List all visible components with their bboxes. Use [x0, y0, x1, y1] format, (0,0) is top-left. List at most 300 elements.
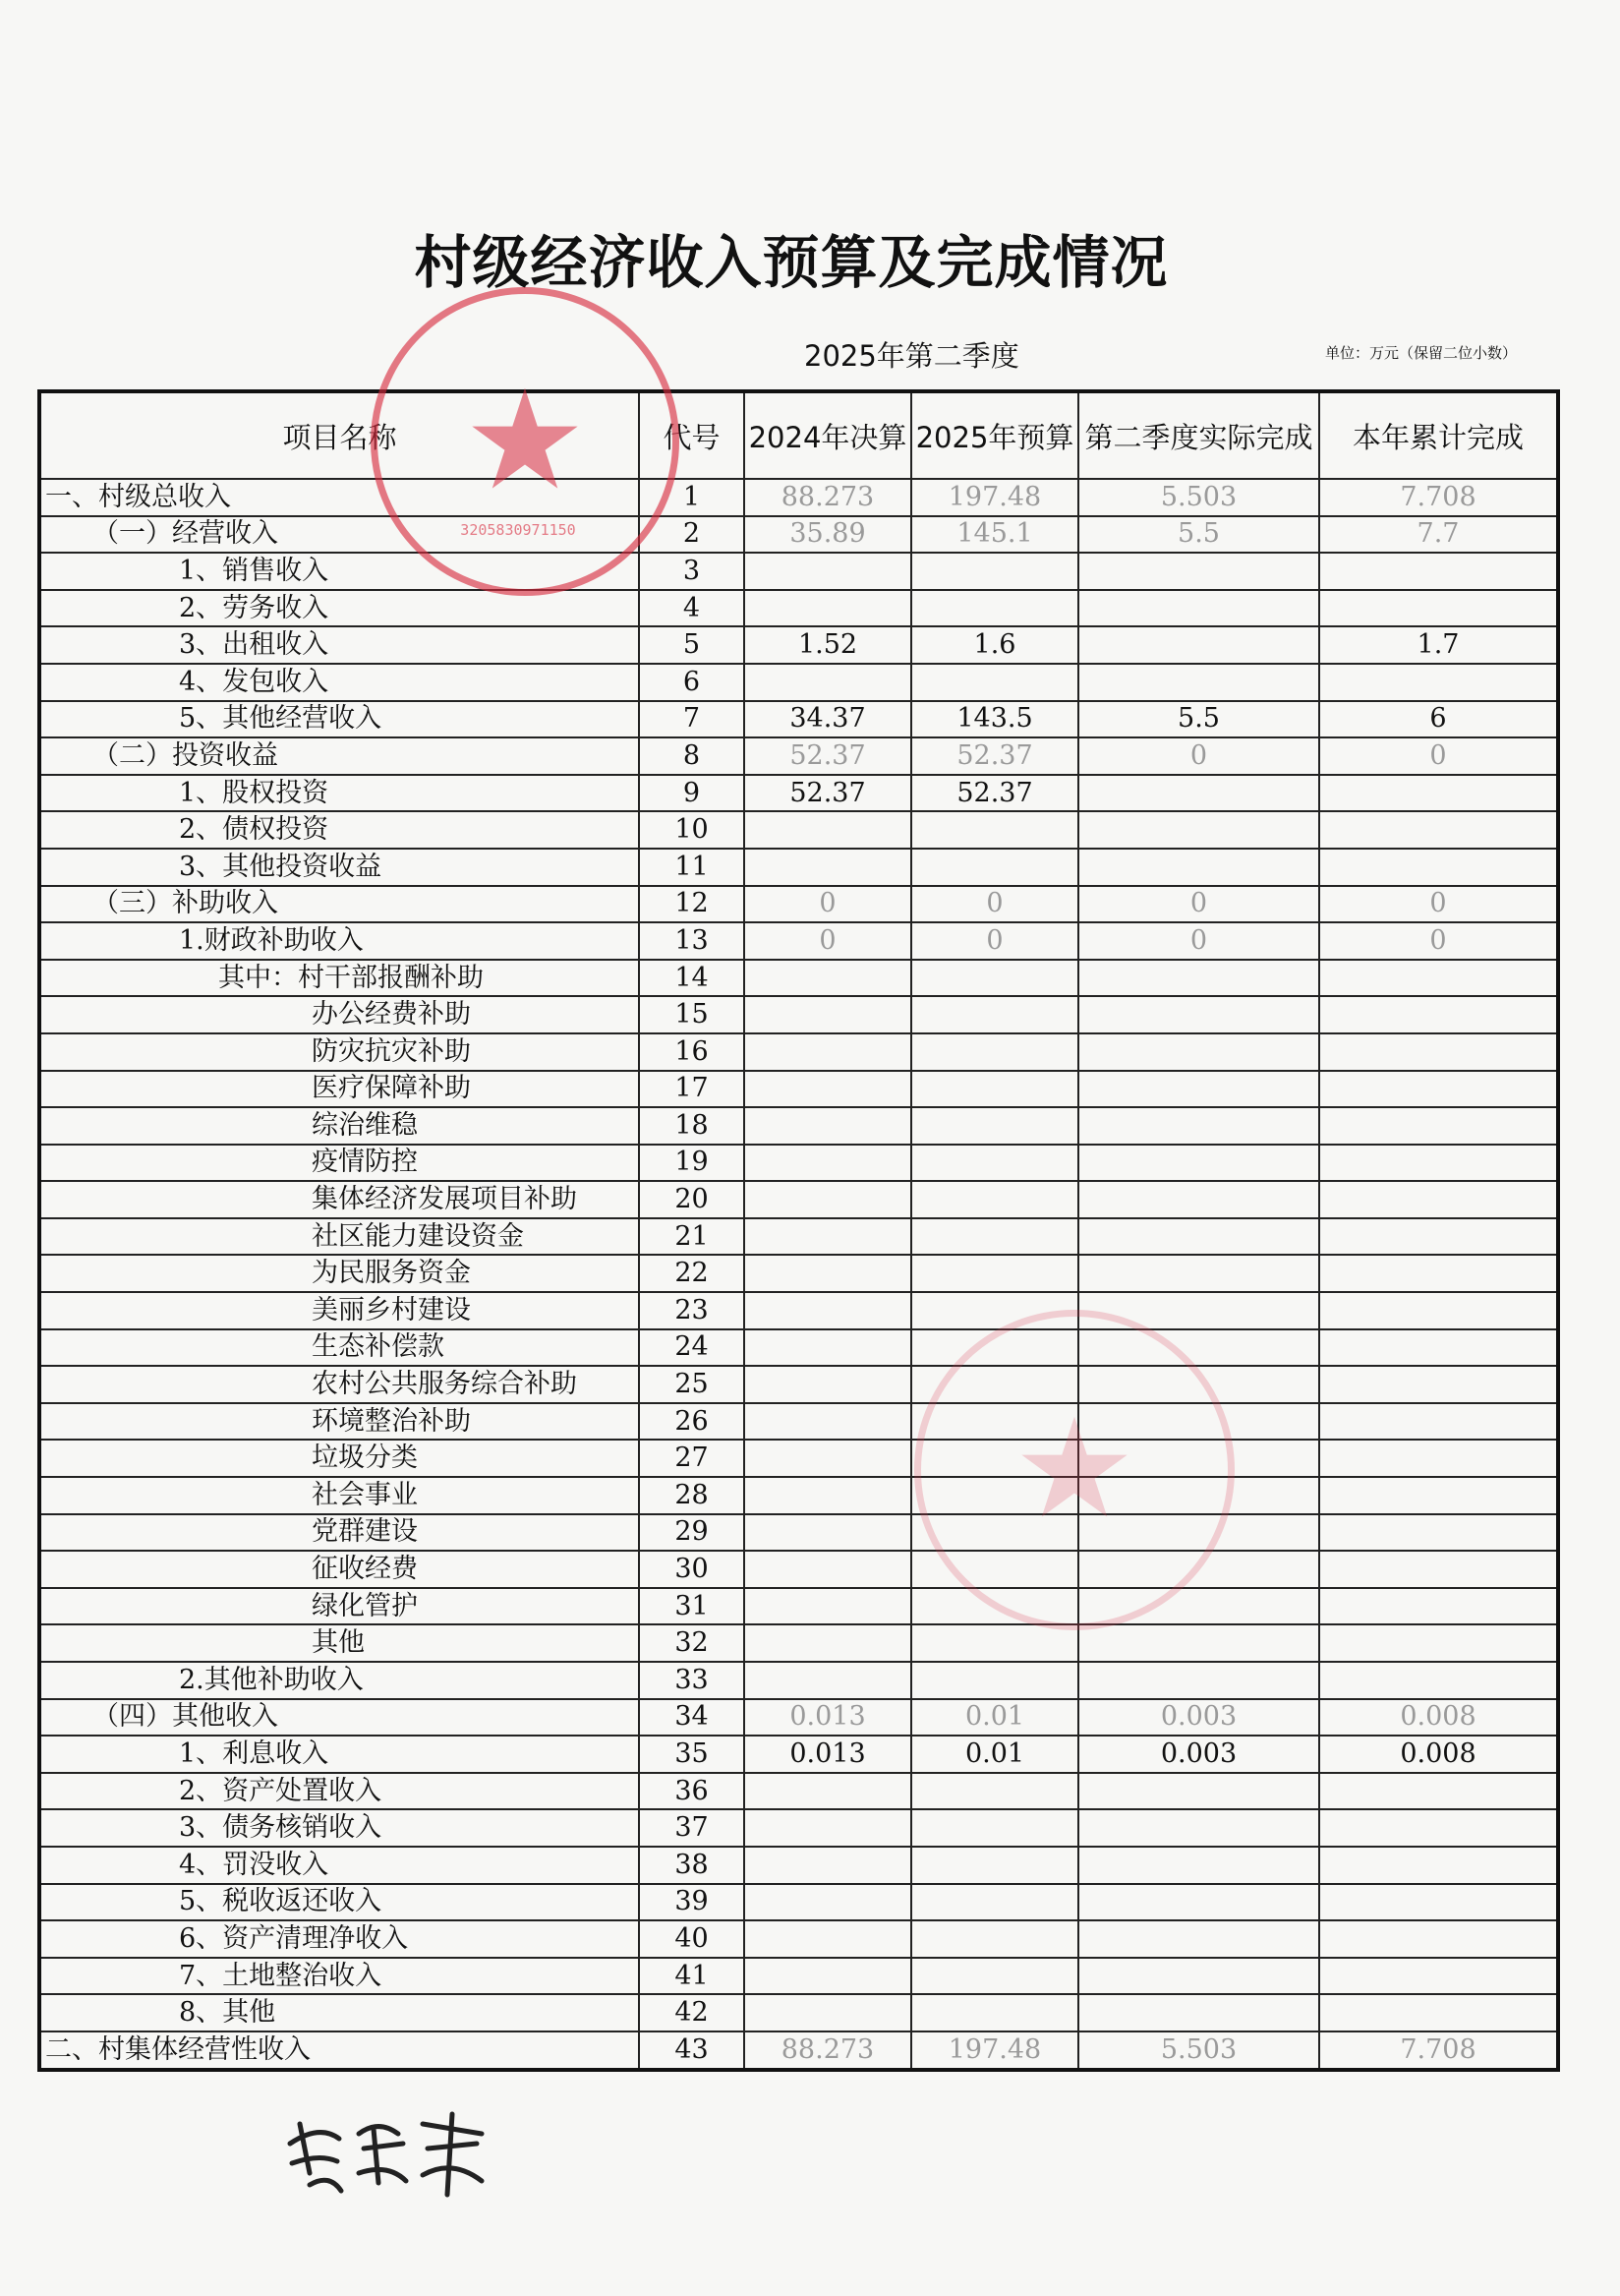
- value-2024-final: [744, 1292, 911, 1329]
- value-2025-budget: 52.37: [911, 775, 1078, 812]
- table-row: [39, 922, 1558, 960]
- table-row: [39, 737, 1558, 775]
- signature-icon: [280, 2104, 496, 2203]
- value-2025-budget: 0: [911, 886, 1078, 923]
- value-2024-final: [744, 1033, 911, 1071]
- value-2025-budget: [911, 1624, 1078, 1662]
- row-item-name: 4、罚没收入: [39, 1847, 639, 1884]
- value-2024-final: [744, 1107, 911, 1145]
- value-2024-final: 1.52: [744, 626, 911, 664]
- row-item-name: 2.其他补助收入: [39, 1662, 639, 1699]
- value-q2-actual: [1078, 1366, 1319, 1403]
- table-row: [39, 849, 1558, 886]
- value-ytd-actual: [1319, 1033, 1558, 1071]
- value-q2-actual: [1078, 1477, 1319, 1514]
- value-2025-budget: [911, 1145, 1078, 1182]
- value-2025-budget: 1.6: [911, 626, 1078, 664]
- row-item-name: 防灾抗灾补助: [39, 1033, 639, 1071]
- svg-text:3205830971150: 3205830971150: [460, 521, 576, 539]
- row-item-name: 4、发包收入: [39, 664, 639, 701]
- value-2025-budget: [911, 1773, 1078, 1810]
- row-code: 43: [639, 2031, 744, 2070]
- row-item-name: （二）投资收益: [39, 737, 639, 775]
- value-q2-actual: [1078, 960, 1319, 997]
- table-row: [39, 701, 1558, 738]
- value-q2-actual: 0.003: [1078, 1736, 1319, 1773]
- row-code: 10: [639, 811, 744, 849]
- row-code: 8: [639, 737, 744, 775]
- value-q2-actual: 0: [1078, 922, 1319, 960]
- table-row: [39, 775, 1558, 812]
- value-2025-budget: 0.01: [911, 1736, 1078, 1773]
- row-item-name: 生态补偿款: [39, 1329, 639, 1367]
- value-2024-final: [744, 664, 911, 701]
- value-q2-actual: [1078, 1958, 1319, 1995]
- table-row: [39, 1403, 1558, 1441]
- row-code: 27: [639, 1440, 744, 1477]
- value-2024-final: [744, 590, 911, 627]
- value-2025-budget: [911, 1809, 1078, 1847]
- table-row: [39, 1699, 1558, 1737]
- row-code: 9: [639, 775, 744, 812]
- row-item-name: 垃圾分类: [39, 1440, 639, 1477]
- value-ytd-actual: [1319, 1145, 1558, 1182]
- value-2024-final: 0.013: [744, 1736, 911, 1773]
- value-2025-budget: 143.5: [911, 701, 1078, 738]
- value-2025-budget: [911, 1884, 1078, 1921]
- value-2024-final: [744, 1440, 911, 1477]
- value-q2-actual: [1078, 553, 1319, 590]
- row-item-name: 集体经济发展项目补助: [39, 1181, 639, 1218]
- value-2024-final: [744, 1958, 911, 1995]
- value-ytd-actual: [1319, 775, 1558, 812]
- row-code: 13: [639, 922, 744, 960]
- table-header-row: [39, 391, 1558, 479]
- value-2024-final: [744, 1773, 911, 1810]
- value-2024-final: [744, 960, 911, 997]
- value-q2-actual: [1078, 1588, 1319, 1625]
- row-item-name: （一）经营收入: [39, 516, 639, 554]
- row-item-name: 1.财政补助收入: [39, 922, 639, 960]
- value-q2-actual: [1078, 811, 1319, 849]
- row-code: 35: [639, 1736, 744, 1773]
- row-code: 26: [639, 1403, 744, 1441]
- value-q2-actual: [1078, 626, 1319, 664]
- value-2025-budget: [911, 960, 1078, 997]
- value-2024-final: [744, 1809, 911, 1847]
- table-row: [39, 1255, 1558, 1292]
- value-2024-final: 88.273: [744, 2031, 911, 2070]
- table-row: [39, 960, 1558, 997]
- row-code: 36: [639, 1773, 744, 1810]
- row-code: 21: [639, 1218, 744, 1256]
- table-row: [39, 1920, 1558, 1958]
- row-item-name: 党群建设: [39, 1514, 639, 1552]
- row-code: 18: [639, 1107, 744, 1145]
- value-ytd-actual: [1319, 1994, 1558, 2031]
- value-q2-actual: [1078, 1884, 1319, 1921]
- row-code: 15: [639, 996, 744, 1033]
- header-q2-actual: 第二季度实际完成: [1078, 391, 1319, 479]
- row-code: 7: [639, 701, 744, 738]
- header-2024-final: 2024年决算: [744, 391, 911, 479]
- value-2025-budget: [911, 1292, 1078, 1329]
- value-ytd-actual: 1.7: [1319, 626, 1558, 664]
- value-2025-budget: [911, 590, 1078, 627]
- header-ytd-actual: 本年累计完成: [1319, 391, 1558, 479]
- row-code: 17: [639, 1071, 744, 1108]
- value-ytd-actual: [1319, 1366, 1558, 1403]
- value-2025-budget: [911, 1551, 1078, 1588]
- row-code: 14: [639, 960, 744, 997]
- table-row: [39, 811, 1558, 849]
- value-q2-actual: [1078, 1329, 1319, 1367]
- value-q2-actual: [1078, 1809, 1319, 1847]
- value-ytd-actual: [1319, 1624, 1558, 1662]
- value-ytd-actual: 7.708: [1319, 479, 1558, 516]
- value-q2-actual: [1078, 1514, 1319, 1552]
- row-item-name: 3、出租收入: [39, 626, 639, 664]
- value-2025-budget: [911, 1033, 1078, 1071]
- value-q2-actual: [1078, 1218, 1319, 1256]
- row-item-name: 征收经费: [39, 1551, 639, 1588]
- value-2025-budget: [911, 1440, 1078, 1477]
- value-q2-actual: 5.503: [1078, 479, 1319, 516]
- value-q2-actual: [1078, 590, 1319, 627]
- row-item-name: 一、村级总收入: [39, 479, 639, 516]
- row-item-name: 5、其他经营收入: [39, 701, 639, 738]
- value-2025-budget: [911, 1514, 1078, 1552]
- row-item-name: 7、土地整治收入: [39, 1958, 639, 1995]
- row-item-name: 为民服务资金: [39, 1255, 639, 1292]
- value-2024-final: [744, 1145, 911, 1182]
- row-code: 30: [639, 1551, 744, 1588]
- row-code: 29: [639, 1514, 744, 1552]
- value-2025-budget: [911, 1107, 1078, 1145]
- row-code: 34: [639, 1699, 744, 1737]
- value-2025-budget: [911, 849, 1078, 886]
- row-code: 28: [639, 1477, 744, 1514]
- value-2025-budget: [911, 553, 1078, 590]
- row-code: 19: [639, 1145, 744, 1182]
- value-ytd-actual: [1319, 1920, 1558, 1958]
- value-2024-final: [744, 1477, 911, 1514]
- table-row: [39, 1551, 1558, 1588]
- row-code: 6: [639, 664, 744, 701]
- value-2025-budget: 52.37: [911, 737, 1078, 775]
- value-q2-actual: 5.503: [1078, 2031, 1319, 2070]
- row-item-name: 2、资产处置收入: [39, 1773, 639, 1810]
- value-2024-final: 88.273: [744, 479, 911, 516]
- value-ytd-actual: [1319, 1477, 1558, 1514]
- value-q2-actual: 0: [1078, 737, 1319, 775]
- table-row: [39, 1847, 1558, 1884]
- value-q2-actual: [1078, 1920, 1319, 1958]
- value-2025-budget: 145.1: [911, 516, 1078, 554]
- table-row: [39, 886, 1558, 923]
- value-ytd-actual: [1319, 553, 1558, 590]
- table-row: [39, 1181, 1558, 1218]
- row-item-name: 其中：村干部报酬补助: [39, 960, 639, 997]
- value-q2-actual: [1078, 1292, 1319, 1329]
- row-code: 24: [639, 1329, 744, 1367]
- value-q2-actual: [1078, 1551, 1319, 1588]
- row-code: 1: [639, 479, 744, 516]
- value-2024-final: 34.37: [744, 701, 911, 738]
- value-q2-actual: [1078, 664, 1319, 701]
- value-ytd-actual: 0.008: [1319, 1699, 1558, 1737]
- value-ytd-actual: [1319, 1107, 1558, 1145]
- unit-note: 单位：万元（保留二位小数）: [1325, 344, 1518, 362]
- value-q2-actual: 5.5: [1078, 701, 1319, 738]
- value-ytd-actual: [1319, 590, 1558, 627]
- value-2025-budget: [911, 1071, 1078, 1108]
- value-2024-final: [744, 1847, 911, 1884]
- value-2024-final: 52.37: [744, 737, 911, 775]
- value-ytd-actual: [1319, 1181, 1558, 1218]
- table-row: [39, 626, 1558, 664]
- value-2024-final: [744, 1403, 911, 1441]
- row-item-name: 绿化管护: [39, 1588, 639, 1625]
- value-2025-budget: [911, 1958, 1078, 1995]
- value-2024-final: [744, 1662, 911, 1699]
- value-ytd-actual: [1319, 1847, 1558, 1884]
- row-item-name: 办公经费补助: [39, 996, 639, 1033]
- value-ytd-actual: 0: [1319, 737, 1558, 775]
- row-item-name: 2、劳务收入: [39, 590, 639, 627]
- value-ytd-actual: 0: [1319, 922, 1558, 960]
- row-item-name: 3、债务核销收入: [39, 1809, 639, 1847]
- table-row: [39, 1033, 1558, 1071]
- value-q2-actual: [1078, 775, 1319, 812]
- row-code: 12: [639, 886, 744, 923]
- value-q2-actual: [1078, 1994, 1319, 2031]
- row-code: 11: [639, 849, 744, 886]
- value-2024-final: [744, 1366, 911, 1403]
- table-row: [39, 590, 1558, 627]
- table-row: [39, 1071, 1558, 1108]
- value-2025-budget: 0: [911, 922, 1078, 960]
- value-2025-budget: [911, 1920, 1078, 1958]
- value-2024-final: [744, 1329, 911, 1367]
- row-code: 25: [639, 1366, 744, 1403]
- value-2024-final: [744, 1920, 911, 1958]
- row-item-name: 美丽乡村建设: [39, 1292, 639, 1329]
- value-2024-final: [744, 1624, 911, 1662]
- table-row: [39, 1218, 1558, 1256]
- table-row: [39, 1958, 1558, 1995]
- row-item-name: 其他: [39, 1624, 639, 1662]
- value-2024-final: [744, 996, 911, 1033]
- row-code: 32: [639, 1624, 744, 1662]
- row-code: 3: [639, 553, 744, 590]
- row-code: 41: [639, 1958, 744, 1995]
- value-q2-actual: [1078, 1107, 1319, 1145]
- value-ytd-actual: [1319, 849, 1558, 886]
- row-item-name: 疫情防控: [39, 1145, 639, 1182]
- value-2025-budget: [911, 1403, 1078, 1441]
- table-row: [39, 1884, 1558, 1921]
- table-row: [39, 1145, 1558, 1182]
- row-item-name: 二、村集体经营性收入: [39, 2031, 639, 2070]
- table-row: [39, 1107, 1558, 1145]
- value-ytd-actual: [1319, 1403, 1558, 1441]
- row-code: 20: [639, 1181, 744, 1218]
- row-item-name: 综治维稳: [39, 1107, 639, 1145]
- value-2025-budget: [911, 1181, 1078, 1218]
- value-2024-final: [744, 1884, 911, 1921]
- value-ytd-actual: [1319, 1514, 1558, 1552]
- value-ytd-actual: [1319, 960, 1558, 997]
- value-2024-final: [744, 1588, 911, 1625]
- row-code: 22: [639, 1255, 744, 1292]
- value-q2-actual: [1078, 1033, 1319, 1071]
- row-code: 39: [639, 1884, 744, 1921]
- value-q2-actual: [1078, 1255, 1319, 1292]
- header-code: 代号: [639, 391, 744, 479]
- value-ytd-actual: [1319, 1662, 1558, 1699]
- value-ytd-actual: [1319, 1588, 1558, 1625]
- value-2025-budget: [911, 996, 1078, 1033]
- table-row: [39, 1809, 1558, 1847]
- row-code: 31: [639, 1588, 744, 1625]
- value-ytd-actual: 7.708: [1319, 2031, 1558, 2070]
- row-code: 23: [639, 1292, 744, 1329]
- row-item-name: 社会事业: [39, 1477, 639, 1514]
- table-row: [39, 1477, 1558, 1514]
- star-icon: ★: [463, 361, 587, 521]
- table-row: [39, 1440, 1558, 1477]
- row-item-name: 1、销售收入: [39, 553, 639, 590]
- row-code: 33: [639, 1662, 744, 1699]
- value-ytd-actual: 0: [1319, 886, 1558, 923]
- value-ytd-actual: [1319, 1218, 1558, 1256]
- row-code: 5: [639, 626, 744, 664]
- value-q2-actual: [1078, 1440, 1319, 1477]
- value-ytd-actual: [1319, 1071, 1558, 1108]
- value-2024-final: 0: [744, 922, 911, 960]
- row-code: 16: [639, 1033, 744, 1071]
- value-q2-actual: [1078, 1662, 1319, 1699]
- value-ytd-actual: [1319, 1551, 1558, 1588]
- value-ytd-actual: [1319, 1958, 1558, 1995]
- value-q2-actual: [1078, 996, 1319, 1033]
- table-row: [39, 1292, 1558, 1329]
- value-ytd-actual: [1319, 1329, 1558, 1367]
- row-item-name: 医疗保障补助: [39, 1071, 639, 1108]
- value-2025-budget: [911, 1329, 1078, 1367]
- row-code: 42: [639, 1994, 744, 2031]
- value-2024-final: 0.013: [744, 1699, 911, 1737]
- value-q2-actual: [1078, 1847, 1319, 1884]
- value-q2-actual: [1078, 1403, 1319, 1441]
- row-item-name: （四）其他收入: [39, 1699, 639, 1737]
- row-item-name: 农村公共服务综合补助: [39, 1366, 639, 1403]
- value-2025-budget: [911, 1847, 1078, 1884]
- header-item-name: 项目名称: [39, 391, 639, 479]
- row-item-name: （三）补助收入: [39, 886, 639, 923]
- value-q2-actual: 0: [1078, 886, 1319, 923]
- value-2024-final: [744, 1551, 911, 1588]
- value-2024-final: [744, 1218, 911, 1256]
- table-row: [39, 479, 1558, 516]
- value-ytd-actual: [1319, 1255, 1558, 1292]
- value-q2-actual: 0.003: [1078, 1699, 1319, 1737]
- table-row: [39, 553, 1558, 590]
- value-ytd-actual: 7.7: [1319, 516, 1558, 554]
- value-ytd-actual: 0.008: [1319, 1736, 1558, 1773]
- value-2024-final: [744, 1994, 911, 2031]
- value-2025-budget: [911, 1255, 1078, 1292]
- value-q2-actual: 5.5: [1078, 516, 1319, 554]
- value-2025-budget: [911, 664, 1078, 701]
- value-2024-final: [744, 1181, 911, 1218]
- table-row: [39, 2031, 1558, 2070]
- value-2024-final: [744, 1071, 911, 1108]
- page-title: 村级经济收入预算及完成情况: [414, 229, 1169, 296]
- table-row: [39, 664, 1558, 701]
- value-2025-budget: [911, 1588, 1078, 1625]
- row-item-name: 2、债权投资: [39, 811, 639, 849]
- value-ytd-actual: [1319, 1292, 1558, 1329]
- table-row: [39, 516, 1558, 554]
- value-ytd-actual: [1319, 1809, 1558, 1847]
- row-code: 40: [639, 1920, 744, 1958]
- value-2024-final: 52.37: [744, 775, 911, 812]
- value-q2-actual: [1078, 1071, 1319, 1108]
- value-q2-actual: [1078, 1181, 1319, 1218]
- value-q2-actual: [1078, 1624, 1319, 1662]
- value-2025-budget: 197.48: [911, 479, 1078, 516]
- table-row: [39, 1588, 1558, 1625]
- value-ytd-actual: 6: [1319, 701, 1558, 738]
- table-row: [39, 1662, 1558, 1699]
- row-item-name: 1、利息收入: [39, 1736, 639, 1773]
- row-code: 38: [639, 1847, 744, 1884]
- table-row: [39, 996, 1558, 1033]
- income-table: [37, 389, 1560, 2072]
- table-row: [39, 1773, 1558, 1810]
- value-2024-final: 35.89: [744, 516, 911, 554]
- value-2025-budget: [911, 1477, 1078, 1514]
- row-code: 37: [639, 1809, 744, 1847]
- value-2025-budget: 197.48: [911, 2031, 1078, 2070]
- table-row: [39, 1514, 1558, 1552]
- value-2025-budget: [911, 811, 1078, 849]
- value-ytd-actual: [1319, 1773, 1558, 1810]
- value-ytd-actual: [1319, 996, 1558, 1033]
- value-ytd-actual: [1319, 811, 1558, 849]
- star-icon: ★: [1012, 1389, 1136, 1550]
- value-q2-actual: [1078, 1145, 1319, 1182]
- value-2024-final: [744, 811, 911, 849]
- row-item-name: 环境整治补助: [39, 1403, 639, 1441]
- value-2024-final: [744, 553, 911, 590]
- value-q2-actual: [1078, 849, 1319, 886]
- table-row: [39, 1994, 1558, 2031]
- report-period: 2025年第二季度: [804, 339, 1019, 373]
- value-2025-budget: [911, 1662, 1078, 1699]
- value-2025-budget: 0.01: [911, 1699, 1078, 1737]
- value-2024-final: [744, 849, 911, 886]
- row-item-name: 社区能力建设资金: [39, 1218, 639, 1256]
- row-item-name: 1、股权投资: [39, 775, 639, 812]
- table-row: [39, 1366, 1558, 1403]
- value-2024-final: [744, 1255, 911, 1292]
- table-row: [39, 1736, 1558, 1773]
- value-2025-budget: [911, 1218, 1078, 1256]
- value-2025-budget: [911, 1366, 1078, 1403]
